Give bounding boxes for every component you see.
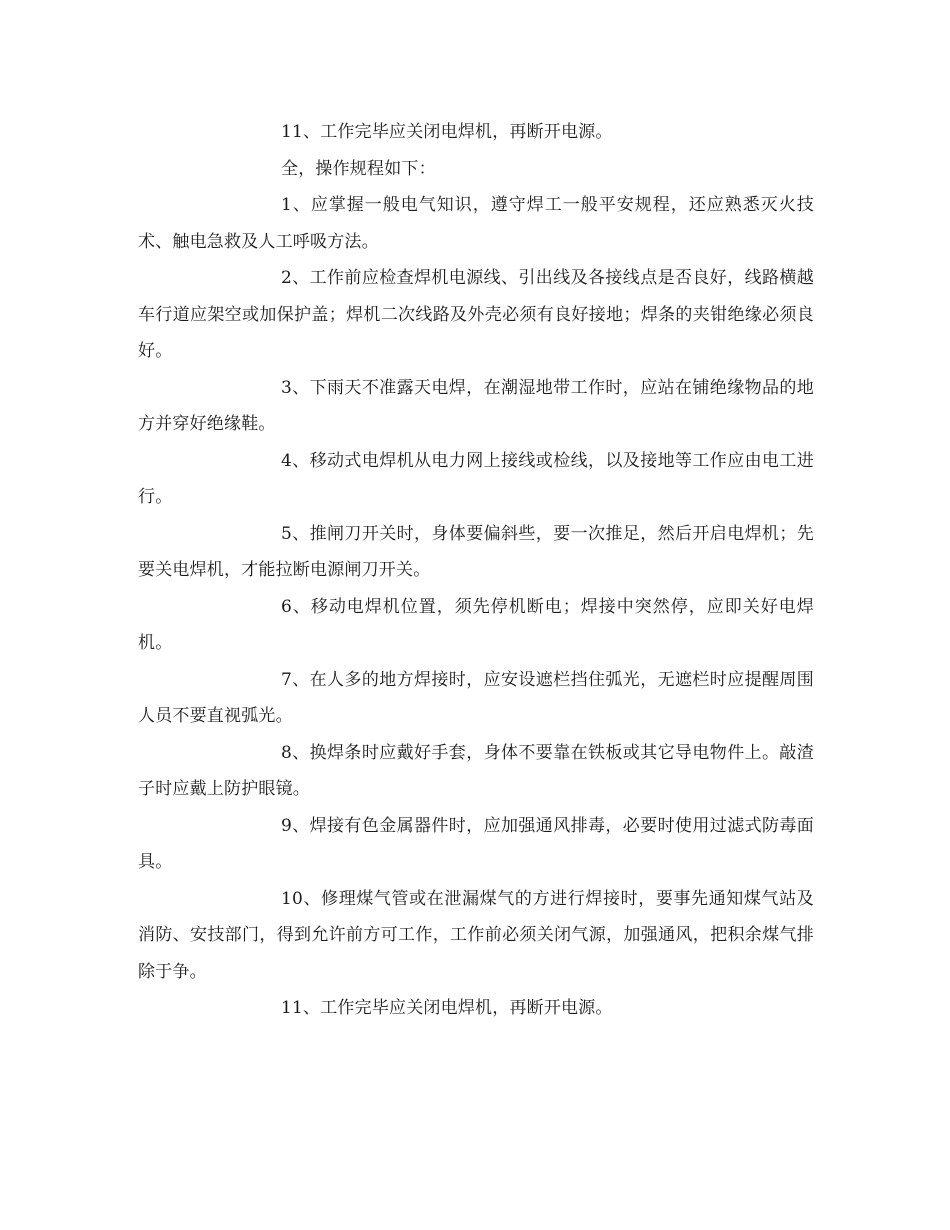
paragraph-step-11: 11、工作完毕应关闭电焊机，再断开电源。 [281, 998, 613, 1018]
paragraph-step-3: 3、下雨天不准露天电焊，在潮湿地带工作时，应站在铺绝缘物品的地方并穿好绝缘鞋。 [138, 377, 814, 434]
paragraph-step-2: 2、工作前应检查焊机电源线、引出线及各接线点是否良好，线路横越车行道应架空或加保护盖；焊机二次线路及外壳必须有良好接地；焊条的夹钳绝缘必须良好。 [138, 268, 814, 361]
paragraph-step-10: 10、修理煤气管或在泄漏煤气的方进行焊接时，要事先通知煤气站及消防、安技部门，得到允许前方可工作，工作前必须关闭气源，加强通风，把积余煤气排除于争。 [138, 888, 814, 982]
paragraph-step-6: 6、移动电焊机位置，须先停机断电；焊接中突然停，应即关好电焊机。 [138, 596, 814, 653]
paragraph-step-1: 1、应掌握一般电气知识，遵守焊工一般平安规程，还应熟悉灭火技术、触电急救及人工呼吸方法。 [138, 195, 814, 252]
paragraph-step-7: 7、在人多的地方焊接时，应安设遮栏挡住弧光，无遮栏时应提醒周围人员不要直视弧光。 [138, 669, 814, 726]
paragraph-step-4: 4、移动式电焊机从电力网上接线或检线，以及接地等工作应由电工进行。 [138, 450, 814, 507]
document-body [138, 114, 814, 1027]
paragraph-step-8: 8、换焊条时应戴好手套，身体不要靠在铁板或其它导电物件上。敲渣子时应戴上防护眼镜。 [138, 742, 814, 799]
paragraph-procedure-heading: 全，操作规程如下： [281, 158, 436, 179]
paragraph-step-9: 9、焊接有色金属器件时，应加强通风排毒，必要时使用过滤式防毒面具。 [138, 815, 814, 872]
paragraph-step-5: 5、推闸刀开关时，身体要偏斜些，要一次推足，然后开启电焊机；先要关电焊机，才能拉断电源闸刀开关。 [138, 523, 814, 580]
paragraph-intro-closing-step: 11、工作完毕应关闭电焊机，再断开电源。 [281, 122, 613, 142]
